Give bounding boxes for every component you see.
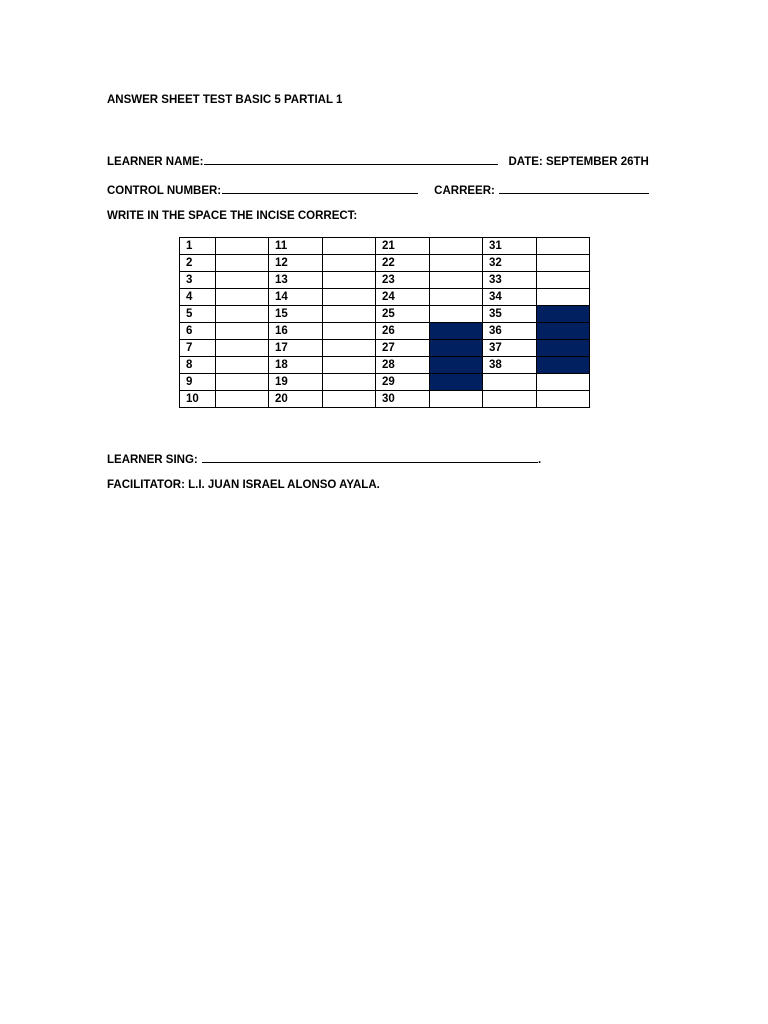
date-label: DATE: SEPTEMBER 26TH <box>508 156 649 168</box>
answer-cell[interactable] <box>323 255 376 272</box>
question-number: 3 <box>180 272 216 289</box>
answer-cell[interactable] <box>430 289 483 306</box>
table-row <box>180 391 590 408</box>
table-row <box>180 306 590 323</box>
answer-cell[interactable] <box>537 272 590 289</box>
question-number: 8 <box>180 357 216 374</box>
learner-sign-field[interactable] <box>202 450 538 463</box>
question-number: 38 <box>483 357 537 374</box>
shaded-cell <box>430 340 483 357</box>
answer-cell[interactable] <box>216 374 269 391</box>
question-number: 18 <box>269 357 323 374</box>
question-number: 34 <box>483 289 537 306</box>
question-number: 33 <box>483 272 537 289</box>
control-number-row <box>107 181 649 197</box>
shaded-cell <box>537 306 590 323</box>
career-field[interactable] <box>499 181 649 194</box>
answer-cell[interactable] <box>323 374 376 391</box>
answer-cell[interactable] <box>216 391 269 408</box>
answer-cell[interactable] <box>216 357 269 374</box>
answer-cell[interactable] <box>216 272 269 289</box>
question-number: 32 <box>483 255 537 272</box>
question-number: 29 <box>376 374 430 391</box>
answer-cell[interactable] <box>323 391 376 408</box>
table-row <box>180 289 590 306</box>
shaded-cell <box>430 374 483 391</box>
question-number: 1 <box>180 238 216 255</box>
answer-table <box>179 237 590 408</box>
learner-name-row <box>107 152 649 168</box>
question-number: 31 <box>483 238 537 255</box>
question-number: 24 <box>376 289 430 306</box>
question-number: 16 <box>269 323 323 340</box>
answer-cell[interactable] <box>323 238 376 255</box>
table-row <box>180 272 590 289</box>
answer-cell[interactable] <box>323 306 376 323</box>
shaded-cell <box>430 357 483 374</box>
answer-cell[interactable] <box>216 323 269 340</box>
answer-cell[interactable] <box>323 323 376 340</box>
answer-cell[interactable] <box>537 391 590 408</box>
question-number: 2 <box>180 255 216 272</box>
answer-cell[interactable] <box>323 272 376 289</box>
table-row <box>180 323 590 340</box>
table-row <box>180 238 590 255</box>
answer-cell[interactable] <box>537 255 590 272</box>
question-number: 14 <box>269 289 323 306</box>
question-number: 37 <box>483 340 537 357</box>
answer-cell[interactable] <box>216 289 269 306</box>
answer-cell[interactable] <box>323 289 376 306</box>
question-number: 17 <box>269 340 323 357</box>
question-number: 10 <box>180 391 216 408</box>
question-number <box>483 374 537 391</box>
question-number: 20 <box>269 391 323 408</box>
question-number: 13 <box>269 272 323 289</box>
table-row <box>180 357 590 374</box>
answer-cell[interactable] <box>216 340 269 357</box>
question-number: 5 <box>180 306 216 323</box>
instruction-text: WRITE IN THE SPACE THE INCISE CORRECT: <box>107 210 358 222</box>
answer-cell[interactable] <box>537 374 590 391</box>
answer-cell[interactable] <box>216 306 269 323</box>
answer-cell[interactable] <box>537 289 590 306</box>
learner-name-label: LEARNER NAME: <box>107 156 204 168</box>
shaded-cell <box>537 323 590 340</box>
question-number: 25 <box>376 306 430 323</box>
question-number: 6 <box>180 323 216 340</box>
facilitator-text: FACILITATOR: L.I. JUAN ISRAEL ALONSO AYALA. <box>107 479 380 491</box>
career-label: CARREER: <box>434 185 495 197</box>
learner-sign-row <box>107 450 541 466</box>
learner-sign-label: LEARNER SING: <box>107 454 198 466</box>
question-number: 7 <box>180 340 216 357</box>
answer-cell[interactable] <box>216 238 269 255</box>
shaded-cell <box>537 340 590 357</box>
question-number: 9 <box>180 374 216 391</box>
answer-cell[interactable] <box>430 306 483 323</box>
question-number: 30 <box>376 391 430 408</box>
answer-cell[interactable] <box>323 357 376 374</box>
question-number: 35 <box>483 306 537 323</box>
control-number-field[interactable] <box>222 181 418 194</box>
question-number: 23 <box>376 272 430 289</box>
answer-cell[interactable] <box>430 391 483 408</box>
answer-cell[interactable] <box>430 255 483 272</box>
question-number: 26 <box>376 323 430 340</box>
answer-cell[interactable] <box>323 340 376 357</box>
question-number: 27 <box>376 340 430 357</box>
shaded-cell <box>537 357 590 374</box>
question-number <box>483 391 537 408</box>
learner-sign-period: . <box>537 454 542 466</box>
table-row <box>180 255 590 272</box>
question-number: 4 <box>180 289 216 306</box>
question-number: 15 <box>269 306 323 323</box>
answer-cell[interactable] <box>430 272 483 289</box>
learner-name-field[interactable] <box>204 152 498 165</box>
shaded-cell <box>430 323 483 340</box>
answer-cell[interactable] <box>216 255 269 272</box>
answer-cell[interactable] <box>537 238 590 255</box>
table-row <box>180 374 590 391</box>
question-number: 28 <box>376 357 430 374</box>
page-title: ANSWER SHEET TEST BASIC 5 PARTIAL 1 <box>107 94 343 106</box>
question-number: 11 <box>269 238 323 255</box>
answer-cell[interactable] <box>430 238 483 255</box>
question-number: 36 <box>483 323 537 340</box>
table-row <box>180 340 590 357</box>
control-number-label: CONTROL NUMBER: <box>107 185 222 197</box>
question-number: 19 <box>269 374 323 391</box>
question-number: 12 <box>269 255 323 272</box>
question-number: 22 <box>376 255 430 272</box>
question-number: 21 <box>376 238 430 255</box>
